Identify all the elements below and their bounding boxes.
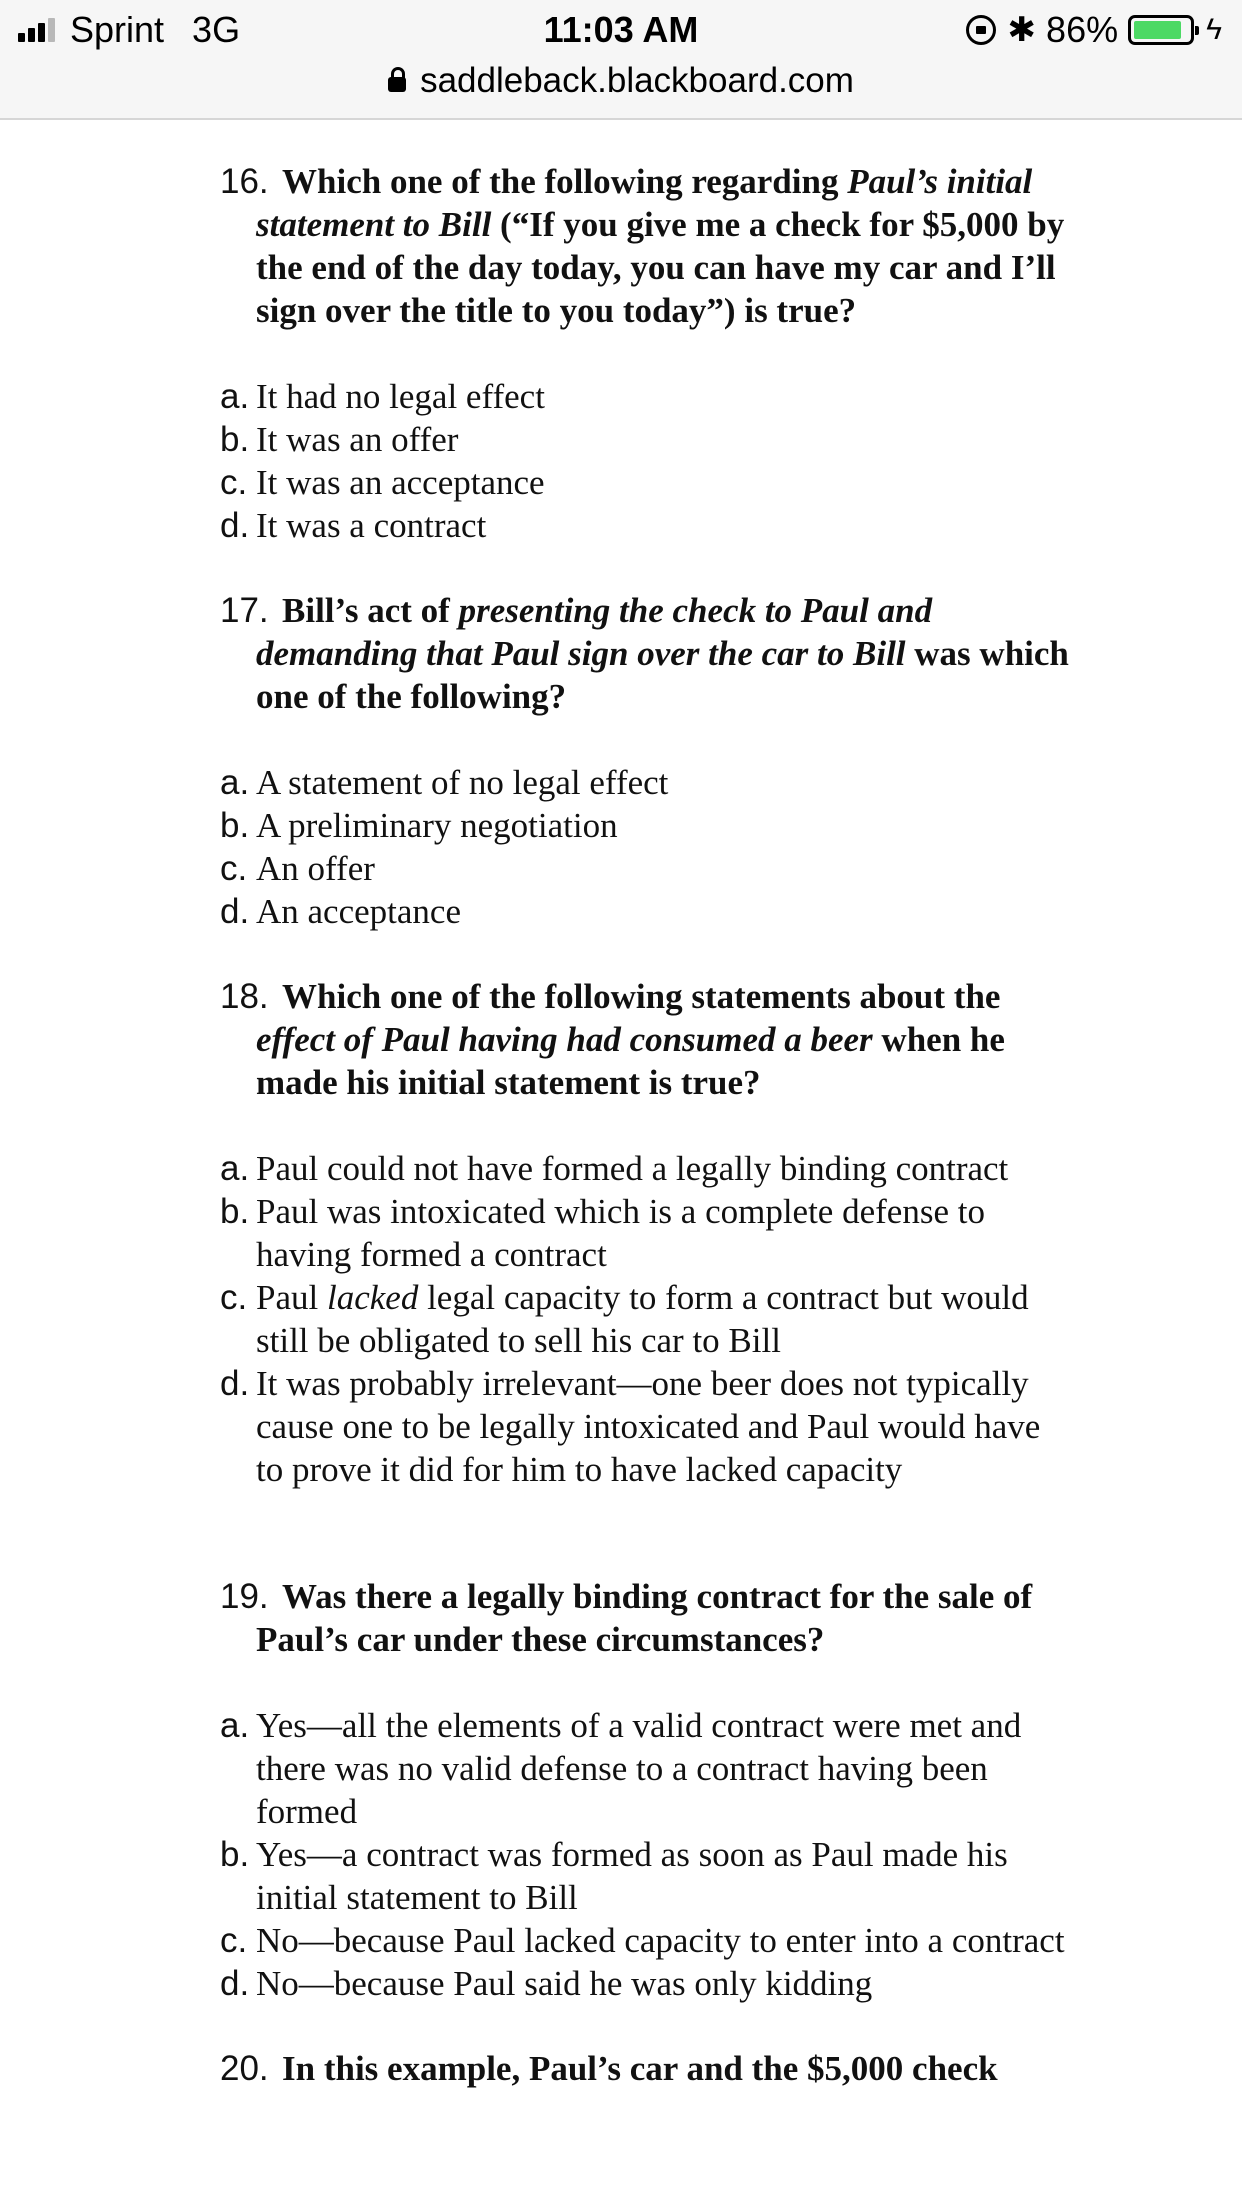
answer-option bbox=[220, 1147, 1070, 1190]
answer-option bbox=[220, 504, 1070, 547]
option-letter: a. bbox=[220, 1706, 250, 1745]
question-number: 19. bbox=[220, 1577, 269, 1616]
option-text bbox=[256, 1192, 985, 1274]
text-run: It was an acceptance bbox=[256, 463, 545, 502]
option-letter: d. bbox=[220, 1964, 250, 2003]
spacer bbox=[0, 1491, 1242, 1575]
option-letter: b. bbox=[220, 806, 250, 845]
answer-option bbox=[220, 804, 1070, 847]
text-run: (“If you give me a check for $5,000 by the end of the day today, you can have my car and I’ll sign over the title to you today”) is true? bbox=[256, 205, 1065, 330]
address-bar[interactable] bbox=[0, 56, 1242, 106]
option-text bbox=[256, 1149, 1008, 1188]
option-text bbox=[256, 463, 545, 502]
option-letter: b. bbox=[220, 420, 250, 459]
question-number: 18. bbox=[220, 977, 269, 1016]
question-number: 16. bbox=[220, 162, 269, 201]
answer-options bbox=[220, 1147, 1070, 1491]
question-number: 20. bbox=[220, 2049, 269, 2088]
option-letter: d. bbox=[220, 506, 250, 545]
answer-option bbox=[220, 1190, 1070, 1276]
question-17 bbox=[220, 589, 1070, 933]
question-stem bbox=[220, 589, 1070, 718]
option-letter: b. bbox=[220, 1192, 250, 1231]
text-run: Was there a legally binding contract for the sale of Paul’s car under these circumstances? bbox=[256, 1577, 1033, 1659]
option-text bbox=[256, 377, 545, 416]
option-letter: a. bbox=[220, 763, 250, 802]
text-run: No—because Paul lacked capacity to enter into a contract bbox=[256, 1921, 1065, 1960]
answer-option bbox=[220, 1919, 1070, 1962]
option-text bbox=[256, 1364, 1040, 1489]
text-run: A statement of no legal effect bbox=[256, 763, 669, 802]
question-20 bbox=[220, 2047, 1070, 2090]
text-run: Which one of the following statements about the bbox=[282, 977, 1001, 1016]
question-number: 17. bbox=[220, 591, 269, 630]
answer-option bbox=[220, 847, 1070, 890]
text-run: Which one of the following regarding bbox=[282, 162, 848, 201]
answer-option bbox=[220, 1362, 1070, 1491]
spacer bbox=[0, 933, 1242, 975]
italic-text: lacked bbox=[326, 1278, 419, 1317]
option-letter: b. bbox=[220, 1835, 250, 1874]
charging-bolt-icon: ϟ bbox=[1206, 13, 1222, 46]
option-text bbox=[256, 1706, 1021, 1831]
option-letter: c. bbox=[220, 1278, 248, 1317]
question-stem bbox=[220, 975, 1070, 1104]
option-text bbox=[256, 1278, 1029, 1360]
text-run: It was probably irrelevant—one beer does not typically cause one to be legally intoxicated and Paul would have to prove it did for him to have lacked capacity bbox=[256, 1364, 1041, 1489]
rotation-lock-icon bbox=[966, 15, 996, 45]
answer-option bbox=[220, 418, 1070, 461]
bluetooth-icon: ✱ bbox=[1007, 11, 1037, 49]
text-run: Paul could not have formed a legally binding contract bbox=[256, 1149, 1009, 1188]
status-time: 11:03 AM bbox=[543, 9, 699, 50]
text-run: No—because Paul said he was only kidding bbox=[256, 1964, 873, 2003]
battery-percent: 86% bbox=[1046, 9, 1119, 50]
carrier-name: Sprint bbox=[70, 9, 165, 50]
text-run: In this example, Paul’s car and the $5,000 check bbox=[282, 2049, 998, 2088]
document-content bbox=[0, 160, 1242, 2090]
text-run: An acceptance bbox=[256, 892, 461, 931]
option-text bbox=[256, 806, 618, 845]
text-run: Paul was intoxicated which is a complete defense to having formed a contract bbox=[256, 1192, 985, 1274]
answer-option bbox=[220, 1704, 1070, 1833]
answer-option bbox=[220, 375, 1070, 418]
text-run: An offer bbox=[256, 849, 375, 888]
answer-option bbox=[220, 1962, 1070, 2005]
question-16 bbox=[220, 160, 1070, 547]
text-run: Paul bbox=[256, 1278, 327, 1317]
italic-text: effect of Paul having had consumed a beer bbox=[256, 1020, 873, 1059]
text-run: It had no legal effect bbox=[256, 377, 545, 416]
spacer bbox=[0, 2005, 1242, 2047]
answer-options bbox=[220, 761, 1070, 933]
option-letter: a. bbox=[220, 1149, 250, 1188]
option-letter: d. bbox=[220, 1364, 250, 1403]
option-text bbox=[256, 1964, 872, 2003]
text-run: Bill’s act of bbox=[282, 591, 459, 630]
spacer bbox=[0, 547, 1242, 589]
text-run: It was an offer bbox=[256, 420, 459, 459]
status-right bbox=[966, 8, 1222, 52]
text-run: A preliminary negotiation bbox=[256, 806, 618, 845]
option-text bbox=[256, 849, 375, 888]
text-run: Yes—a contract was formed as soon as Paul made his initial statement to Bill bbox=[256, 1835, 1008, 1917]
option-letter: a. bbox=[220, 377, 250, 416]
option-text bbox=[256, 420, 458, 459]
question-18 bbox=[220, 975, 1070, 1491]
answer-option bbox=[220, 461, 1070, 504]
answer-option bbox=[220, 761, 1070, 804]
option-text bbox=[256, 1835, 1008, 1917]
url-text[interactable]: saddleback.blackboard.com bbox=[420, 61, 854, 100]
question-stem bbox=[220, 1575, 1070, 1661]
battery-fill bbox=[1134, 21, 1180, 39]
text-run: when he made his initial statement is true? bbox=[256, 1020, 1005, 1102]
answer-option bbox=[220, 1833, 1070, 1919]
answer-option bbox=[220, 890, 1070, 933]
option-letter: c. bbox=[220, 463, 248, 502]
text-run: legal capacity to form a contract but would still be obligated to sell his car to Bill bbox=[256, 1278, 1029, 1360]
option-text bbox=[256, 506, 486, 545]
battery-icon bbox=[1128, 15, 1194, 45]
text-run: Yes—all the elements of a valid contract were met and there was no valid defense to a contract having been formed bbox=[256, 1706, 1022, 1831]
answer-options bbox=[220, 1704, 1070, 2005]
option-text bbox=[256, 892, 461, 931]
browser-top-bar bbox=[0, 0, 1242, 120]
question-19 bbox=[220, 1575, 1070, 2005]
option-text bbox=[256, 763, 668, 802]
option-letter: c. bbox=[220, 1921, 248, 1960]
italic-text: Paul’s initial statement to Bill bbox=[256, 162, 1033, 244]
question-stem bbox=[220, 2047, 1070, 2090]
option-letter: d. bbox=[220, 892, 250, 931]
text-run: was which one of the following? bbox=[256, 634, 1069, 716]
text-run: It was a contract bbox=[256, 506, 487, 545]
italic-text: presenting the check to Paul and demanding that Paul sign over the car to Bill bbox=[256, 591, 933, 673]
question-stem bbox=[220, 160, 1070, 332]
option-text bbox=[256, 1921, 1065, 1960]
answer-options bbox=[220, 375, 1070, 547]
option-letter: c. bbox=[220, 849, 248, 888]
network-type: 3G bbox=[192, 9, 241, 50]
padlock-icon bbox=[388, 77, 406, 92]
answer-option bbox=[220, 1276, 1070, 1362]
